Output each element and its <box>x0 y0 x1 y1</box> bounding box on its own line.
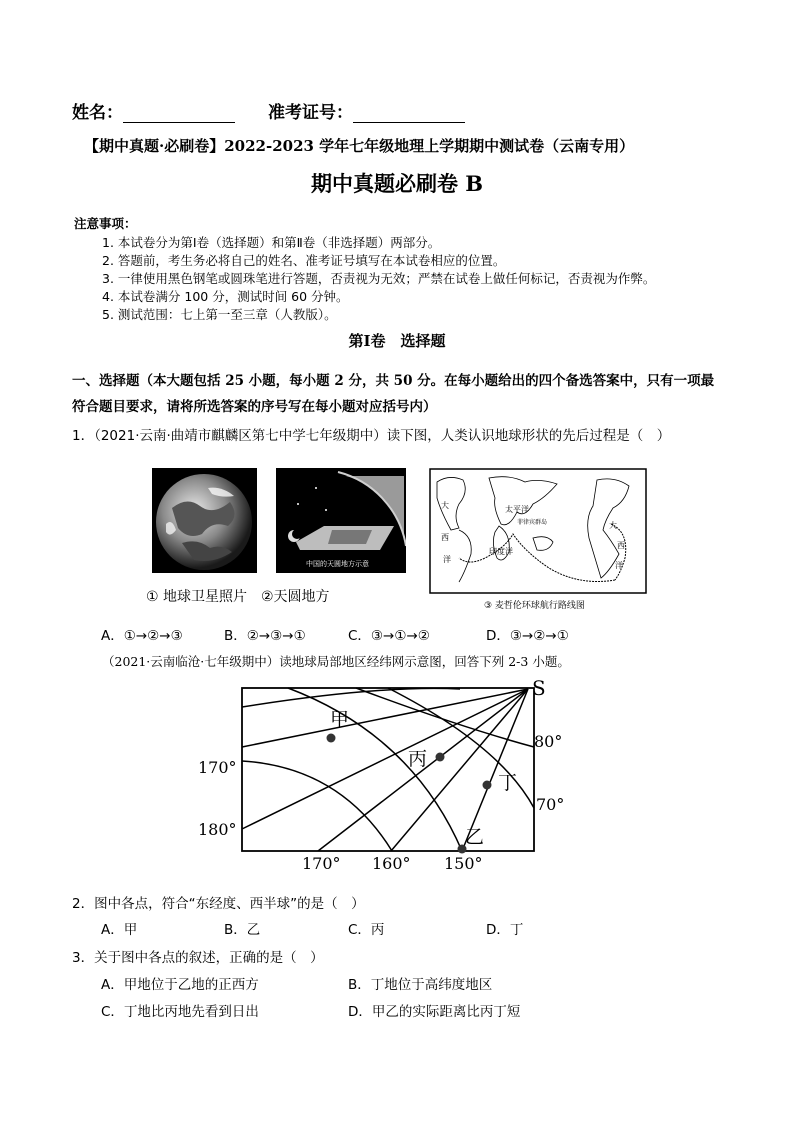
q1-stem: 1．（2021·云南·曲靖市麒麟区第七中学七年级期中）读下图，人类认识地球形状的先后过程是（ ） <box>72 428 671 444</box>
notes-heading: 注意事项： <box>74 216 137 231</box>
svg-text:大: 大 <box>609 521 617 530</box>
note-item: 4. 本试卷满分 100 分，测试时间 60 分钟。 <box>102 289 349 304</box>
note-item: 2. 答题前，考生务必将自己的姓名、准考证号填写在本试卷相应的位置。 <box>102 253 506 268</box>
q2-option-c[interactable]: C．丙 <box>348 922 385 938</box>
q1-option-c[interactable]: C．③→①→② <box>348 628 430 644</box>
exam-id-field <box>268 98 465 123</box>
point-ding <box>483 781 492 790</box>
note-item: 5. 测试范围：七上第一至三章（人教版）。 <box>102 307 337 322</box>
magellan-route-map <box>429 468 647 594</box>
q2-option-d[interactable]: D．丁 <box>486 922 524 938</box>
point-jia <box>327 734 336 743</box>
point-label-ding: 丁 <box>498 772 518 794</box>
section-intro-line1: 一、选择题（本大题包括 25 小题，每小题 2 分，共 50 分。在每小题给出的四个备选答案中，只有一项最 <box>72 373 715 389</box>
image-caption-3: ③ 麦哲伦环球航行路线图 <box>484 601 585 611</box>
svg-text:印度洋: 印度洋 <box>489 547 513 556</box>
q1-option-d[interactable]: D．③→②→① <box>486 628 569 644</box>
left-label-170: 170° <box>198 758 237 777</box>
name-field <box>72 98 235 123</box>
svg-text:大: 大 <box>441 501 449 510</box>
svg-text:西: 西 <box>441 533 449 542</box>
group23-stem: （2021·云南临沧·七年级期中）读地球局部地区经纬网示意图，回答下列 2-3 小题。 <box>102 654 570 669</box>
q3-option-c[interactable]: C．丁地比丙地先看到日出 <box>101 1004 259 1020</box>
round-sky-square-earth-image <box>276 468 406 573</box>
svg-text:菲律宾群岛: 菲律宾群岛 <box>517 519 548 526</box>
point-label-bing: 丙 <box>408 748 428 770</box>
q1-option-b[interactable]: B．②→③→① <box>224 628 306 644</box>
bottom-label-170: 170° <box>302 854 341 873</box>
image2-caption: 中国的天圆地方示意 <box>306 560 369 568</box>
pole-label: S <box>532 676 546 700</box>
point-bing <box>436 753 445 762</box>
bottom-label-150: 150° <box>444 854 483 873</box>
q2-stem: 2．图中各点，符合“东经度、西半球”的是（ ） <box>72 896 365 912</box>
svg-text:洋: 洋 <box>443 555 451 564</box>
q3-option-a[interactable]: A．甲地位于乙地的正西方 <box>101 977 259 993</box>
svg-text:西: 西 <box>617 541 625 550</box>
name-blank[interactable] <box>123 104 235 123</box>
left-label-180: 180° <box>198 820 237 839</box>
q3-stem: 3．关于图中各点的叙述，正确的是（ ） <box>72 950 324 966</box>
section-title: 第Ⅰ卷 选择题 <box>348 332 446 350</box>
lat-label-80: 80° <box>534 732 563 751</box>
svg-text:太平洋: 太平洋 <box>505 505 529 514</box>
note-item: 1. 本试卷分为第Ⅰ卷（选择题）和第Ⅱ卷（非选择题）两部分。 <box>102 235 441 250</box>
point-label-yi: 乙 <box>465 826 485 848</box>
diagram-frame <box>242 688 534 851</box>
lat-label-70: 70° <box>536 795 565 814</box>
page-title: 期中真题必刷卷 B <box>310 171 484 196</box>
q3-option-b[interactable]: B．丁地位于高纬度地区 <box>348 977 493 993</box>
subtitle: 【期中真题·必刷卷】2022-2023 学年七年级地理上学期期中测试卷（云南专用） <box>84 137 635 155</box>
exam-id-blank[interactable] <box>353 104 465 123</box>
exam-id-label: 准考证号： <box>268 103 353 123</box>
section-intro-line2: 符合题目要求，请将所选答案的序号写在每小题对应括号内） <box>72 399 437 415</box>
svg-text:洋: 洋 <box>615 561 623 570</box>
earth-satellite-photo <box>152 468 257 573</box>
note-item: 3. 一律使用黑色钢笔或圆珠笔进行答题，否责视为无效；严禁在试卷上做任何标记，否责视为作弊。 <box>102 271 656 286</box>
point-label-jia: 甲 <box>330 709 350 731</box>
q1-option-a[interactable]: A．①→②→③ <box>101 628 183 644</box>
name-label: 姓名： <box>72 103 123 123</box>
q2-option-b[interactable]: B．乙 <box>224 922 261 938</box>
q2-option-a[interactable]: A．甲 <box>101 922 138 938</box>
q3-option-d[interactable]: D．甲乙的实际距离比丙丁短 <box>348 1004 521 1020</box>
bottom-label-160: 160° <box>372 854 411 873</box>
graticule-diagram <box>160 675 580 875</box>
image-caption-12: ① 地球卫星照片 ②天圆地方 <box>146 589 330 605</box>
